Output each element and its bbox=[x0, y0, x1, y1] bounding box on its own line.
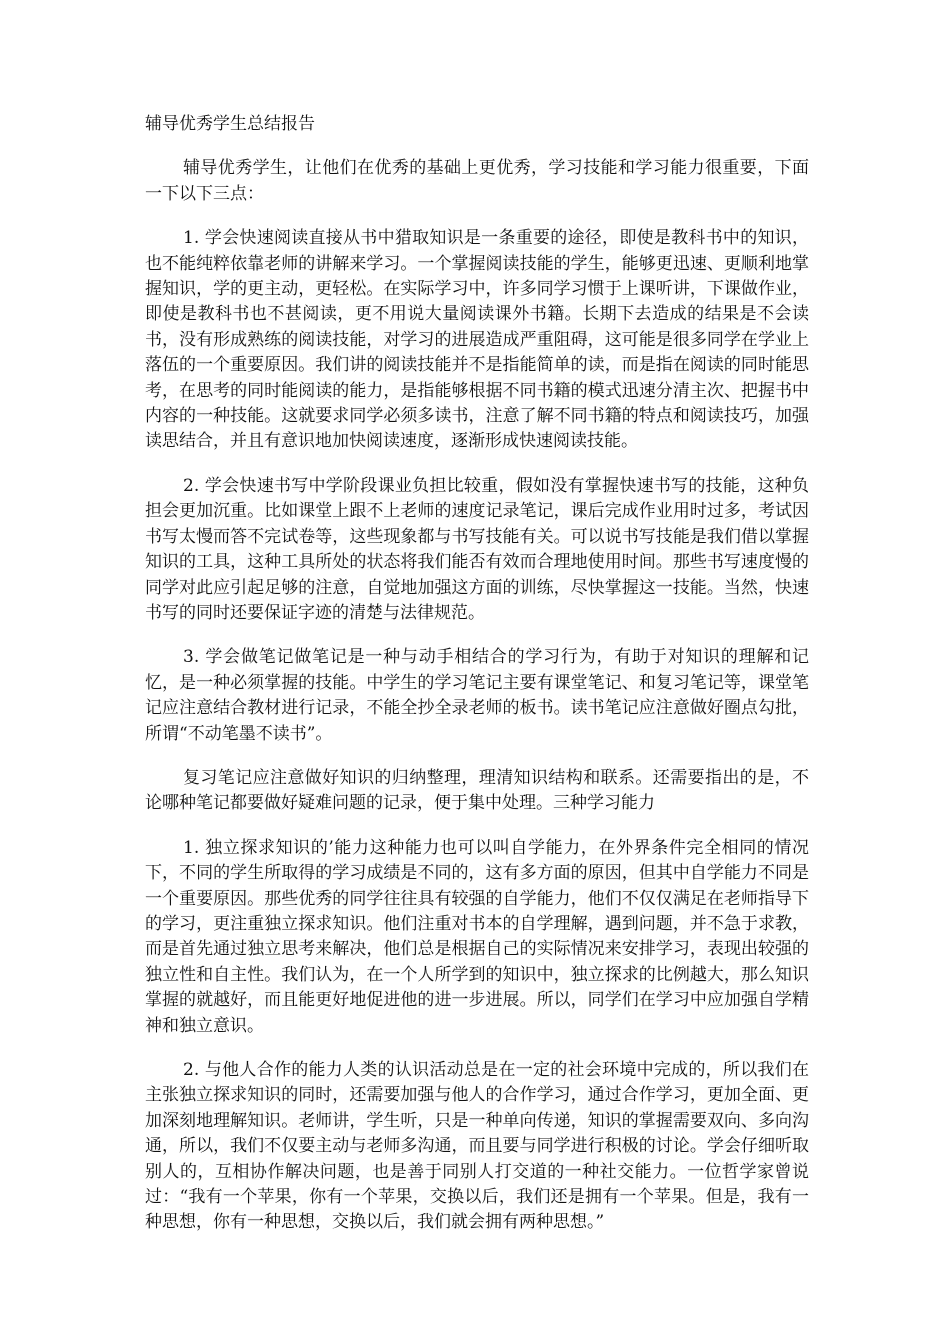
paragraph-intro: 辅导优秀学生，让他们在优秀的基础上更优秀，学习技能和学习能力很重要，下面一下以下三点： bbox=[145, 158, 809, 204]
paragraph-self-study: 1. 独立探求知识的’能力这种能力也可以叫自学能力，在外界条件完全相同的情况下，不同的学生所取得的学习成绩是不同的，这有多方面的原因，但其中自学能力不同是一个重要原因。那些优秀的同学往往具有较强的自学能力，他们不仅仅满足在老师指导下的学习，更注重独立探求知识。他们注重对书本的自学理解，遇到问题，并不急于求教，而是首先通过独立思考来解决，他们总是根据自己的实际情况来安排学习，表现出较强的独立性和自主性。我们认为，在一个人所学到的知识中，独立探求的比例越大，那么知识掌握的就越好，而且能更好地促进他的进一步进展。所以，同学们在学习中应加强自学精神和独立意识。 bbox=[145, 837, 809, 1036]
document-title: 辅导优秀学生总结报告 bbox=[145, 114, 315, 134]
paragraph-review-notes: 复习笔记应注意做好知识的归纳整理，理清知识结构和联系。还需要指出的是，不论哪种笔记都要做好疑难问题的记录，便于集中处理。三种学习能力 bbox=[145, 767, 809, 814]
paragraph-fast-writing: 2. 学会快速书写中学阶段课业负担比较重，假如没有掌握快速书写的技能，这种负担会更加沉重。比如课堂上跟不上老师的速度记录笔记，课后完成作业用时过多，考试因书写太慢而答不完试卷等，这些现象都与书写技能有关。可以说书写技能是我们借以掌握知识的工具，这种工具所处的状态将我们能否有效而合理地使用时间。那些书写速度慢的同学对此应引起足够的注意，自觉地加强这方面的训练，尽快掌握这一技能。当然，快速书写的同时还要保证字迹的清楚与法律规范。 bbox=[145, 475, 809, 623]
document-page bbox=[145, 112, 809, 1255]
paragraph-fast-reading: 1. 学会快速阅读直接从书中猎取知识是一条重要的途径，即使是教科书中的知识，也不能纯粹依靠老师的讲解来学习。一个掌握阅读技能的学生，能够更迅速、更顺利地掌握知识，学的更主动，更轻松。在实际学习中，许多同学习惯于上课听讲，下课做作业，即使是教科书也不甚阅读，更不用说大量阅读课外书籍。长期下去造成的结果是不会读书，没有形成熟练的阅读技能，对学习的进展造成严重阻碍，这可能是很多同学在学业上落伍的一个重要原因。我们讲的阅读技能并不是指能简单的读，而是指在阅读的同时能思考，在思考的同时能阅读的能力，是指能够根据不同书籍的模式迅速分清主次、把握书中内容的一种技能。这就要求同学必须多读书，注意了解不同书籍的特点和阅读技巧，加强读思结合，并且有意识地加快阅读速度，逐渐形成快速阅读技能。 bbox=[145, 228, 809, 452]
paragraph-note-taking: 3. 学会做笔记做笔记是一种与动手相结合的学习行为，有助于对知识的理解和记忆，是一种必须掌握的技能。中学生的学习笔记主要有课堂笔记、和复习笔记等，课堂笔记应注意结合教材进行记录，不能全抄全录老师的板书。读书笔记应注意做好圈点勾批，所谓“不动笔墨不读书”。 bbox=[145, 647, 809, 744]
paragraph-cooperation: 2. 与他人合作的能力人类的认识活动总是在一定的社会环境中完成的，所以我们在主张独立探求知识的同时，还需要加强与他人的合作学习，通过合作学习，更加全面、更加深刻地理解知识。老师讲，学生听，只是一种单向传递，知识的掌握需要双向、多向沟通，所以，我们不仅要主动与老师多沟通，而且要与同学进行积极的讨论。学会仔细听取别人的，互相协作解决问题，也是善于同别人打交道的一种社交能力。一位哲学家曾说过：“我有一个苹果，你有一个苹果，交换以后，我们还是拥有一个苹果。但是，我有一种思想，你有一种思想，交换以后，我们就会拥有两种思想。” bbox=[145, 1060, 809, 1233]
